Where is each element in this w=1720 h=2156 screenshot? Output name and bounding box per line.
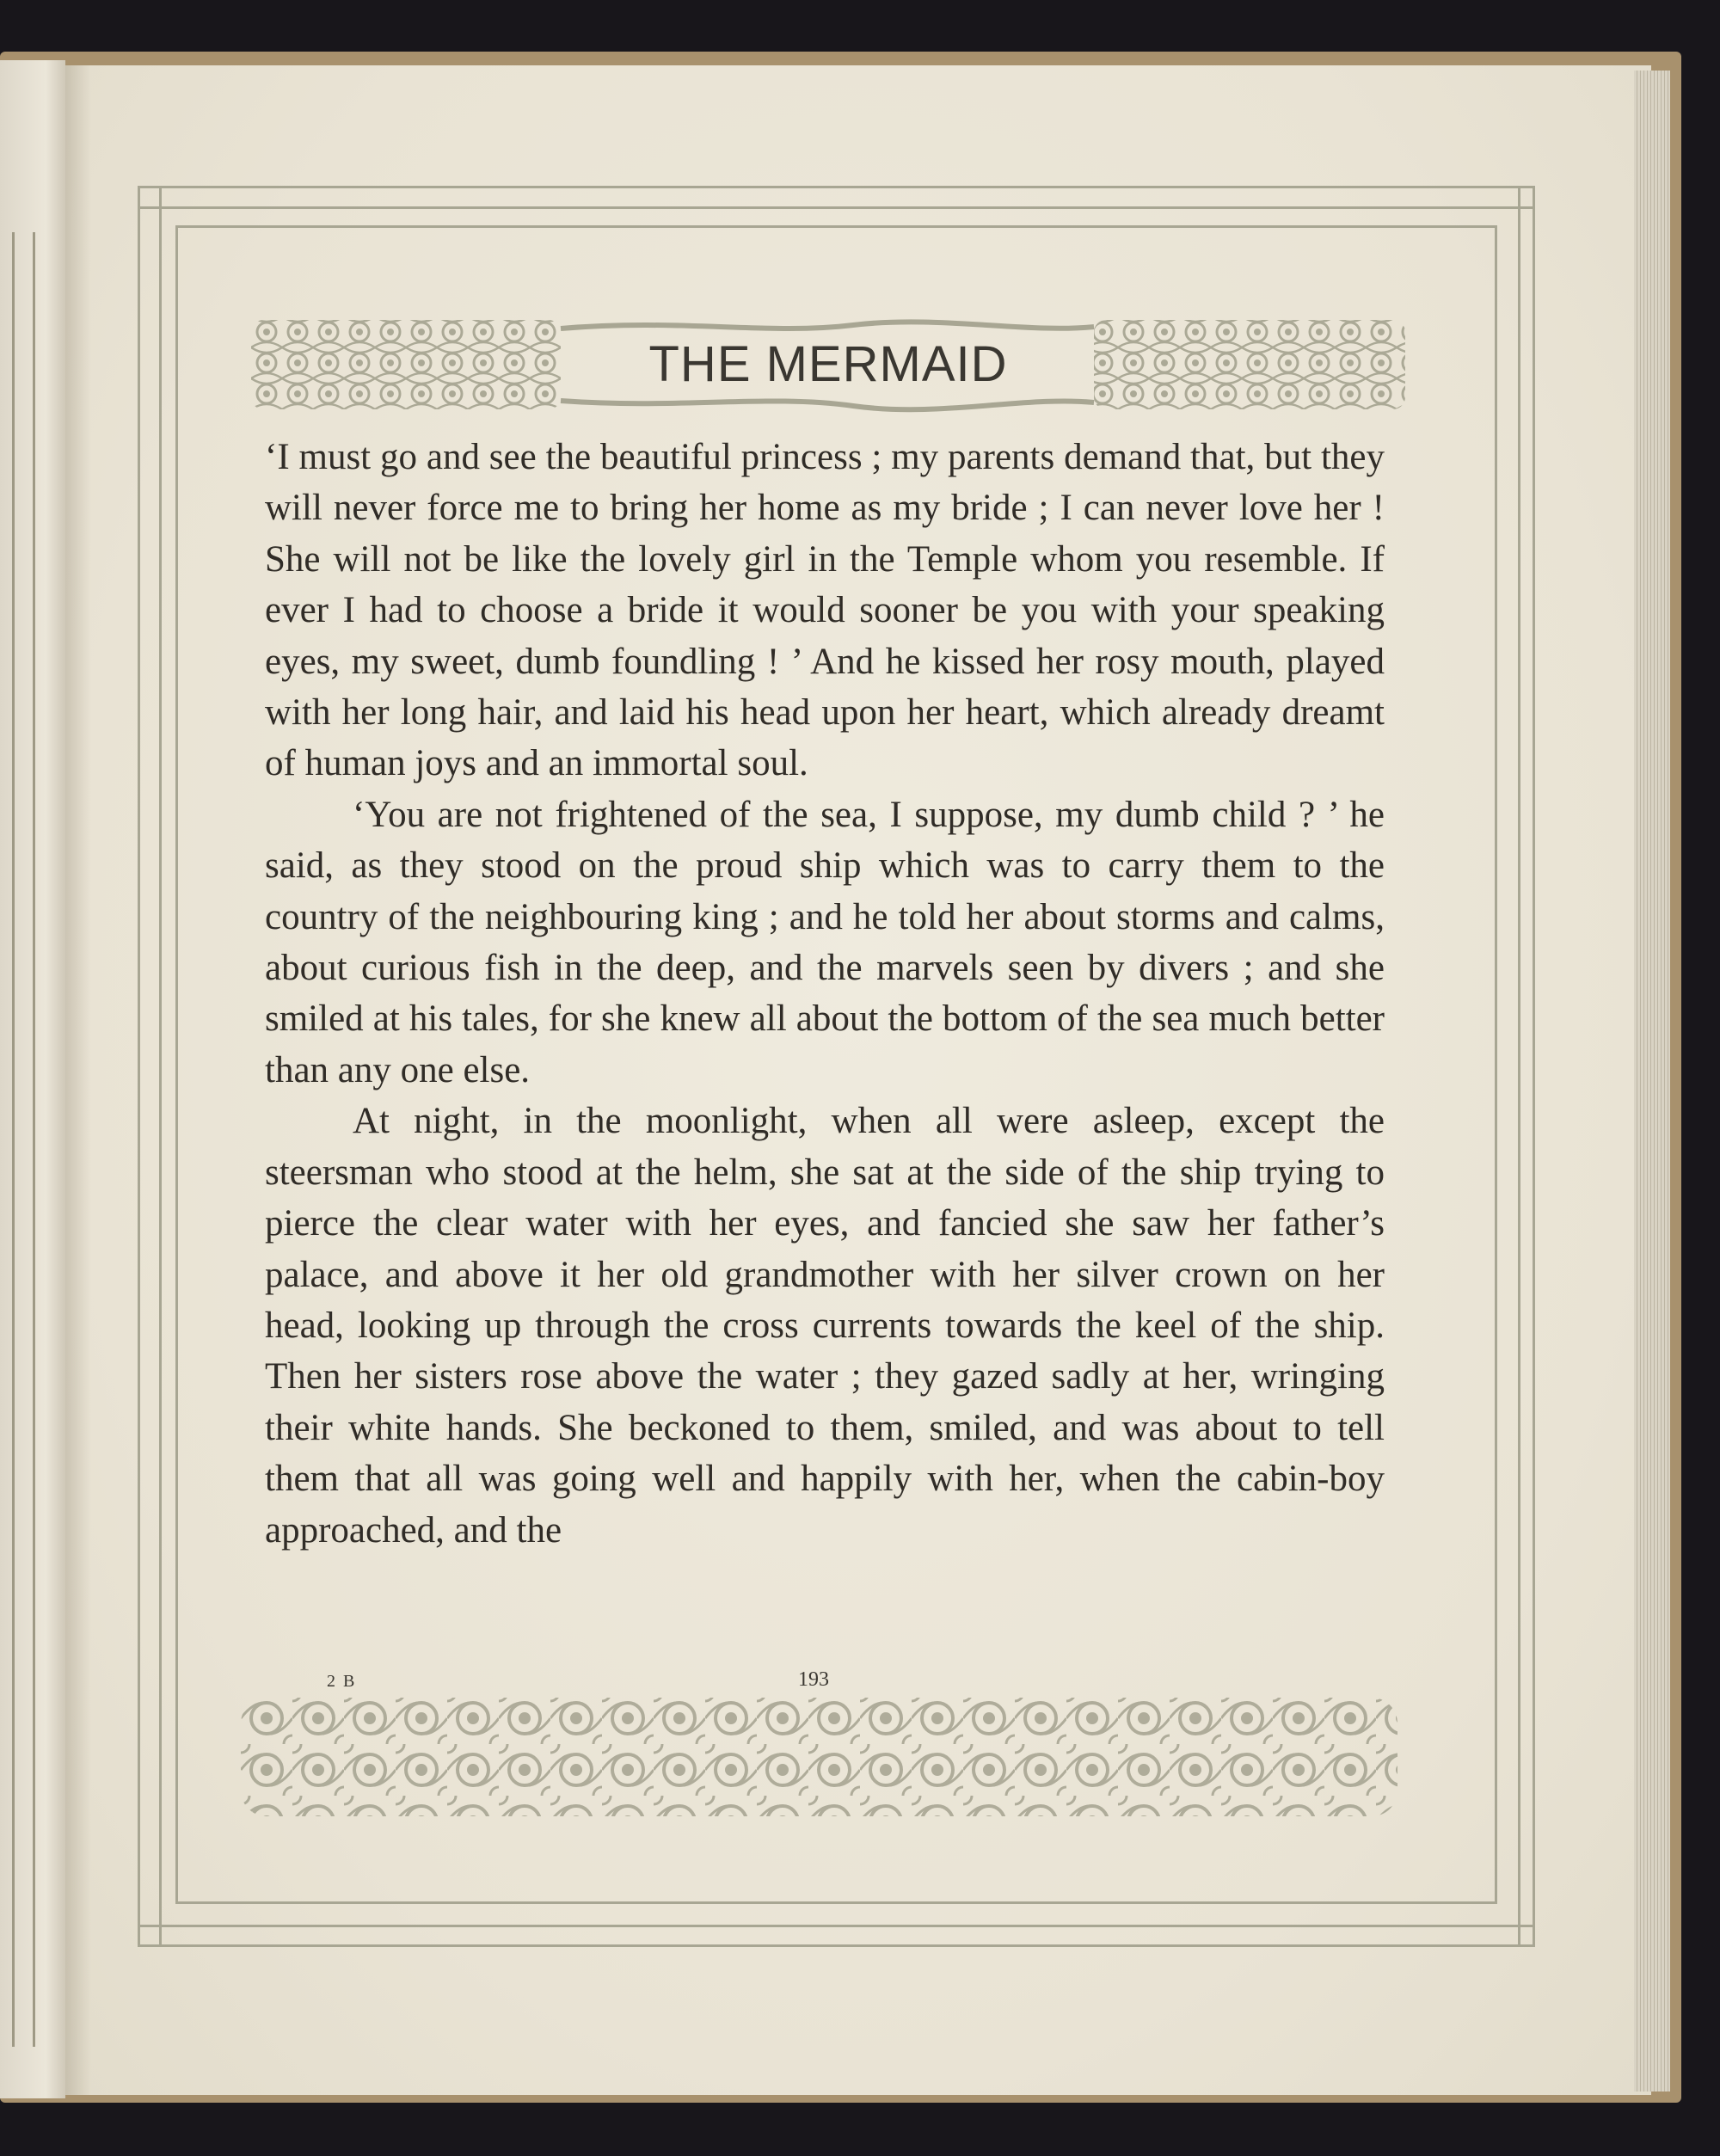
- paragraph: At night, in the moonlight, when all were asleep, except the steersman who stood at the helm, she sat at the side of the ship trying to pierce the clear water with her eyes, and fancied she saw her father’s palace, and above it her old grandmother with her silver crown on her head, looking up through the cross currents towards the keel of the ship. Then her sisters rose above the water ; they gazed sadly at her, wringing their white hands. She beckoned to them, smiled, and was about to tell them that all was going well and happily with her, when the cabin-boy approached, and the: [265, 1101, 1385, 1551]
- chapter-header: [251, 316, 1405, 413]
- printer-signature-mark: 2 B: [327, 1672, 357, 1691]
- page-stack-edge: [1634, 71, 1670, 2092]
- border-rule: [1518, 186, 1520, 1947]
- paragraph: ‘You are not frightened of the sea, I suppose, my dumb child ? ’ he said, as they stood on the proud ship which was to carry them to the country of the neighbouring king ; and he told her about storms and calms, about curious fish in the deep, and the marvels seen by divers ; and she smiled at his tales, for she knew all about the bottom of the sea much better than any one else.: [265, 794, 1385, 1090]
- page-body-text: [265, 432, 1385, 1556]
- paragraph: ‘I must go and see the beautiful princess ; my parents demand that, but they will never force me to bring her home as my bride ; I can never love her ! She will not be like the lovely girl in the Temple whom you resemble. If ever I had to choose a bride it would sooner be you with your speaking eyes, my sweet, dumb foundling ! ’ And he kissed her rosy mouth, played with her long hair, and laid his head upon her heart, which already dreamt of human joys and an immortal soul.: [265, 437, 1385, 784]
- border-rule: [138, 206, 1535, 209]
- page-gutter-shadow: [65, 65, 91, 2095]
- floral-ornament-icon: [241, 1692, 1398, 1821]
- border-rule: [138, 1925, 1535, 1927]
- left-page-edge: [0, 60, 65, 2098]
- page-number: 193: [798, 1668, 829, 1691]
- left-page-rule: [33, 232, 35, 2047]
- left-page-rule: [12, 232, 15, 2047]
- border-rule: [159, 186, 162, 1947]
- footer-ornament: [241, 1692, 1398, 1821]
- page-title: THE MERMAID: [648, 336, 1008, 392]
